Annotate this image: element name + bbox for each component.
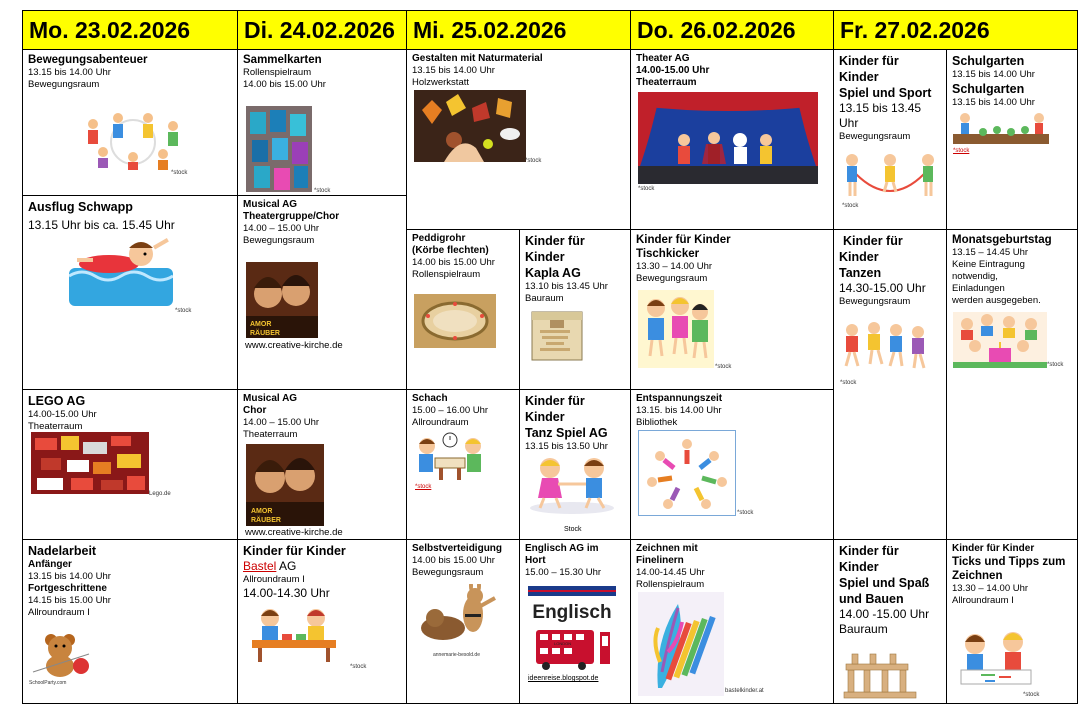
activity-theater-ag <box>631 50 834 230</box>
activity-title-line2: Kinder <box>525 250 565 264</box>
englisch-sign-text: Englisch <box>532 602 612 623</box>
stock-credit: *stock <box>314 188 331 194</box>
activity-title-line1: Kinder für <box>525 234 585 248</box>
image-credit: bastelkinder.at <box>725 688 764 694</box>
activity-room: Theaterraum <box>243 429 298 440</box>
activity-title: Kinder für Kinder <box>243 544 346 558</box>
activity-time: 14.00-14.45 Uhr <box>636 567 705 578</box>
activity-tanzen <box>834 230 947 540</box>
day-header-mi: Mi. 25.02.2026 <box>407 10 631 50</box>
activity-room: Bibliothek <box>636 417 678 428</box>
activity-subtitle: Theatergruppe/Chor <box>243 211 340 222</box>
activity-title-line2: Kinder <box>839 250 879 264</box>
activity-title-line1: Kinder für <box>839 54 899 68</box>
stock-credit: *stock <box>171 170 188 176</box>
activity-title-line3: Spiel und Spaß <box>839 576 930 590</box>
stock-credit: *stock <box>350 664 367 670</box>
activity-subtitle-line2: Zeichnen <box>952 570 1003 582</box>
jump-rope-image <box>842 150 938 200</box>
kapla-box-image <box>528 306 588 364</box>
activity-title: Bewegungsabenteuer <box>28 54 148 66</box>
activity-tanz-spiel-ag <box>520 390 631 540</box>
activity-bastel-ag <box>238 540 407 704</box>
activity-subtitle-bastel: Bastel <box>243 559 277 573</box>
autumn-leaves-image <box>414 90 526 162</box>
stock-credit: *stock <box>953 148 970 154</box>
activity-room: Bauraum <box>839 622 888 636</box>
wooden-blocks-image <box>842 652 918 700</box>
stock-credit: *stock <box>525 158 542 164</box>
activity-spiel-spass-bauen <box>834 540 947 704</box>
activity-bewegungsabenteuer <box>22 50 238 196</box>
activity-title: Entspannungszeit <box>636 393 723 404</box>
activity-time: 13.15 – 14.45 Uhr <box>952 247 1029 258</box>
activity-time: 15.00 – 15.30 Uhr <box>525 567 602 578</box>
bus-sign-text: LONDON <box>554 641 572 646</box>
trading-cards-image <box>246 106 312 192</box>
activity-title-repeat: Schulgarten <box>952 82 1025 96</box>
activity-title: Sammelkarten <box>243 54 322 66</box>
gardening-image <box>953 110 1049 144</box>
activity-spiel-und-sport <box>834 50 947 230</box>
image-credit: ideenreise.blogspot.de <box>528 675 599 682</box>
activity-title-line1: Kinder für <box>843 234 903 248</box>
activity-title-line2: Finelinern <box>636 555 684 566</box>
activity-time: 13.15 bis 14.00 Uhr <box>412 65 495 76</box>
activity-room: Bewegungsraum <box>243 235 315 246</box>
teddy-sewing-image <box>29 628 93 678</box>
activity-room: Holzwerkstatt <box>412 77 470 88</box>
activity-subtitle: Tischkicker <box>636 248 700 260</box>
poster-title-top: AMOR <box>250 321 272 328</box>
activity-time: 14.00 – 15.00 Uhr <box>243 223 320 234</box>
activity-title: Englisch AG im <box>525 543 599 554</box>
activity-time: 13.30 – 14.00 Uhr <box>636 261 713 272</box>
activity-time: 14.00 bis 15.00 Uhr <box>412 257 495 268</box>
activity-time-repeat: 13.15 bis 14.00 Uhr <box>952 97 1035 108</box>
poster-title-top: AMOR <box>251 508 273 515</box>
activity-room: Bauraum <box>525 293 564 304</box>
activity-title-line3: Tanz Spiel AG <box>525 426 608 440</box>
activity-room: Bewegungsraum <box>839 296 911 307</box>
englisch-image <box>528 586 616 674</box>
activity-entspannungszeit <box>631 390 834 540</box>
stock-credit: *stock <box>415 484 432 490</box>
activity-title-line3: Kapla AG <box>525 266 581 280</box>
activity-time: 15.00 – 16.00 Uhr <box>412 405 489 416</box>
theater-stage-image <box>638 92 818 184</box>
activity-time: 13.30 – 14.00 Uhr <box>952 583 1029 594</box>
chess-kids-image <box>415 432 485 480</box>
activity-time: 14.00 -15.00 Uhr <box>839 607 930 621</box>
musical-poster-image <box>246 444 324 526</box>
kids-crafting-image <box>252 604 336 662</box>
activity-subtitle-ag: AG <box>279 559 297 573</box>
activity-subtitle: (Körbe flechten) <box>412 245 489 256</box>
activity-selbstverteidigung <box>407 540 520 704</box>
poster-title-bottom: RÄUBER <box>250 330 280 337</box>
activity-title: Monatsgeburtstag <box>952 234 1052 246</box>
activity-title-line3: Spiel und Sport <box>839 86 932 100</box>
activity-time: 13.10 bis 13.45 Uhr <box>525 281 608 292</box>
swimmer-image <box>69 236 173 306</box>
children-circle-image <box>73 112 193 170</box>
karate-animals-image <box>415 584 499 648</box>
image-credit: www.creative-kirche.de <box>245 527 343 538</box>
activity-lego-ag <box>22 390 238 540</box>
activity-group-advanced: Fortgeschrittene <box>28 583 107 594</box>
activity-musical-ag-chor <box>238 390 407 540</box>
activity-subtitle: Chor <box>243 405 267 416</box>
day-header-mo: Mo. 23.02.2026 <box>22 10 238 50</box>
activity-title-line4: und Bauen <box>839 592 904 606</box>
activity-time: 14.00-15.00 Uhr <box>636 65 710 76</box>
activity-time: 13.15 bis 14.00 Uhr <box>952 69 1035 80</box>
activity-englisch-ag <box>520 540 631 704</box>
activity-room: Bewegungsraum <box>28 79 100 90</box>
stock-credit: *stock <box>842 203 859 209</box>
activity-time-unit: Uhr <box>839 116 859 130</box>
day-header-fr: Fr. 27.02.2026 <box>834 10 1078 50</box>
activity-title: Schulgarten <box>952 54 1025 68</box>
activity-title: Ausflug Schwapp <box>28 200 133 214</box>
poster-title-bottom: RÄUBER <box>251 517 281 524</box>
activity-time: 13.15 bis 14.00 Uhr <box>28 571 111 582</box>
activity-note-line2: notwendig, <box>952 271 998 282</box>
activity-time: 14.00 bis 15.00 Uhr <box>412 555 495 566</box>
activity-time: 14.00 bis 15.00 Uhr <box>243 79 326 90</box>
activity-time: 14.00-14.30 Uhr <box>243 586 330 600</box>
activity-title: Zeichnen mit <box>636 543 698 554</box>
activity-nadelarbeit <box>22 540 238 704</box>
activity-sammelkarten <box>238 50 407 196</box>
woven-basket-image <box>414 294 496 348</box>
activity-naturmaterial <box>407 50 631 230</box>
activity-time: 13.15. bis 14.00 Uhr <box>636 405 722 416</box>
activity-room: Rollenspielraum <box>243 67 312 78</box>
activity-room: Allroundraum I <box>243 574 305 585</box>
stock-credit: *stock <box>1023 692 1040 698</box>
activity-room: Allroundraum I <box>28 607 90 618</box>
activity-time: 13.15 bis 14.00 Uhr <box>28 67 111 78</box>
activity-room: Rollenspielraum <box>636 579 705 590</box>
activity-title-line2: Kinder <box>839 560 879 574</box>
activity-title: Peddigrohr <box>412 233 466 244</box>
activity-title-line1: Kinder für <box>525 394 585 408</box>
activity-monatsgeburtstag <box>947 230 1078 540</box>
activity-time: 13.15 bis 13.45 <box>839 101 922 115</box>
dancing-kids-image <box>526 454 618 516</box>
day-header-do: Do. 26.02.2026 <box>631 10 834 50</box>
activity-title: Theater AG <box>636 53 690 64</box>
musical-poster-image <box>246 262 318 338</box>
activity-room: Bewegungsraum <box>412 567 484 578</box>
activity-time: 13.15 bis 13.50 Uhr <box>525 441 608 452</box>
activity-time: 14.15 bis 15.00 Uhr <box>28 595 111 606</box>
dancing-children-image <box>840 320 930 374</box>
activity-room: Theaterraum <box>28 421 83 432</box>
activity-room: Bewegungsraum <box>636 273 708 284</box>
kids-playing-image <box>638 290 714 368</box>
activity-title: LEGO AG <box>28 394 86 408</box>
activity-title-line2: Kinder <box>525 410 565 424</box>
feather-drawing-image <box>638 592 724 696</box>
activity-time: 14.30-15.00 Uhr <box>839 281 926 295</box>
activity-time: 14.00 – 15.00 Uhr <box>243 417 320 428</box>
activity-title: Selbstverteidigung <box>412 543 503 554</box>
activity-title: Musical AG <box>243 393 298 404</box>
lego-image <box>31 432 149 494</box>
image-credit: www.creative-kirche.de <box>245 340 343 351</box>
activity-room: Bewegungsraum <box>839 131 911 142</box>
relaxing-circle-image <box>638 430 736 516</box>
stock-credit: *stock <box>715 364 732 370</box>
activity-title: Kinder für Kinder <box>636 234 731 246</box>
activity-title: Kinder für Kinder <box>952 543 1035 554</box>
activity-room: Rollenspielraum <box>412 269 481 280</box>
activity-title-line2: Kinder <box>839 70 879 84</box>
activity-group-beginner: Anfänger <box>28 559 72 570</box>
activity-room: Allroundraum I <box>952 595 1014 606</box>
stock-credit: *stock <box>737 510 754 516</box>
activity-subtitle: Ticks und Tipps zum <box>952 556 1066 568</box>
activity-title: Gestalten mit Naturmaterial <box>412 53 543 64</box>
activity-time: 13.15 Uhr bis ca. 15.45 Uhr <box>28 218 175 232</box>
activity-schulgarten <box>947 50 1078 230</box>
activity-title-line1: Kinder für <box>839 544 899 558</box>
image-credit: Lego.de <box>149 491 171 497</box>
stock-credit: *stock <box>840 380 857 386</box>
kids-drawing-image <box>955 628 1035 688</box>
stock-credit: *stock <box>1047 362 1064 368</box>
activity-room: Allroundraum <box>412 417 469 428</box>
activity-time: 14.00-15.00 Uhr <box>28 409 97 420</box>
activity-title: Nadelarbeit <box>28 544 97 558</box>
day-header-di: Di. 24.02.2026 <box>238 10 407 50</box>
activity-zeichnen <box>631 540 834 704</box>
activity-room: Theaterraum <box>636 77 697 88</box>
stock-credit: *stock <box>175 308 192 314</box>
activity-title-line3: Tanzen <box>839 266 882 280</box>
image-credit: annemarie-besold.de <box>433 652 480 658</box>
activity-note-line1: Keine Eintragung <box>952 259 1025 270</box>
activity-title: Schach <box>412 393 448 404</box>
birthday-party-image <box>953 312 1047 368</box>
activity-ausflug-schwapp <box>22 196 238 390</box>
activity-peddigrohr <box>407 230 520 390</box>
activity-tischkicker <box>631 230 834 390</box>
image-credit: SchoolParty.com <box>29 680 67 686</box>
activity-schach <box>407 390 520 540</box>
stock-credit: *stock <box>638 186 655 192</box>
activity-tipps-zeichnen <box>947 540 1078 704</box>
activity-note-line4: werden ausgegeben. <box>952 295 1041 306</box>
image-credit: Stock <box>564 526 582 533</box>
activity-note-line3: Einladungen <box>952 283 1005 294</box>
activity-musical-ag-theater <box>238 196 407 390</box>
activity-title-line2: Hort <box>525 555 546 566</box>
activity-kapla-ag <box>520 230 631 390</box>
activity-title: Musical AG <box>243 199 298 210</box>
